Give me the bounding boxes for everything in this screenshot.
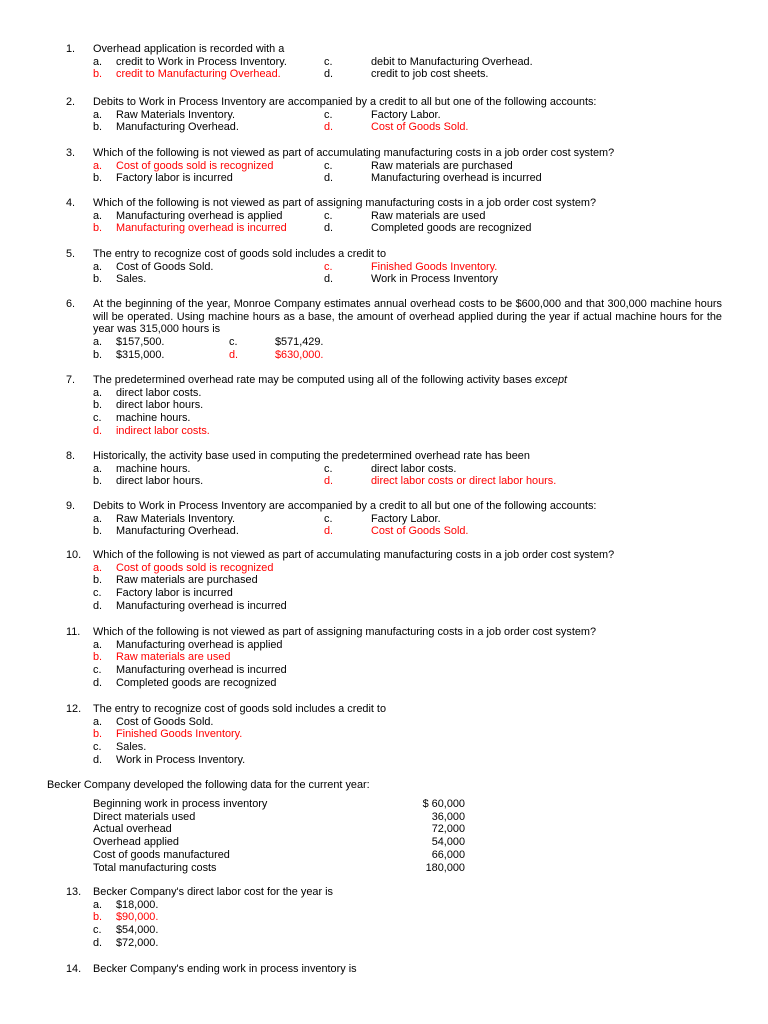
table-row: Cost of goods manufactured 66,000 — [93, 848, 465, 861]
becker-data-table — [93, 798, 465, 874]
question-7 — [66, 374, 722, 437]
question-number: 5. — [66, 248, 76, 260]
question-text: Debits to Work in Process Inventory are accompanied by a credit to all but one of the following accounts: — [93, 500, 597, 512]
question-text: The entry to recognize cost of goods sold includes a credit to — [93, 703, 386, 715]
table-row: Overhead applied 54,000 — [93, 836, 465, 849]
option-c: c. Sales. — [93, 741, 147, 754]
question-number: 6. — [66, 298, 76, 310]
question-number: 3. — [66, 147, 76, 159]
question-text: Which of the following is not viewed as part of assigning manufacturing costs in a job order cost system? — [93, 197, 597, 209]
question-text: Overhead application is recorded with a — [93, 43, 285, 55]
question-13 — [66, 886, 722, 949]
question-14 — [66, 963, 722, 976]
question-number: 8. — [66, 450, 76, 462]
option-b: b. Raw materials are purchased — [93, 574, 258, 587]
option-c: c. machine hours. — [93, 412, 191, 425]
question-text: Historically, the activity base used in computing the predetermined overhead rate has been — [93, 450, 530, 462]
option-d-answer: d. $630,000. — [229, 348, 324, 361]
option-a: a. Manufacturing overhead is applied — [93, 209, 283, 222]
question-number: 11. — [66, 626, 81, 638]
question-text: The entry to recognize cost of goods sold includes a credit to — [93, 248, 386, 260]
option-c: c. Manufacturing overhead is incurred — [93, 664, 287, 677]
question-2 — [66, 96, 722, 134]
question-number: 4. — [66, 197, 76, 209]
question-text: Becker Company's ending work in process inventory is — [93, 963, 357, 975]
option-c: c. debit to Manufacturing Overhead. — [324, 55, 533, 68]
option-d: d. Manufacturing overhead is incurred — [93, 599, 287, 612]
question-number: 14. — [66, 963, 82, 975]
question-number: 13. — [66, 886, 82, 898]
option-b-answer: b. Manufacturing overhead is incurred — [93, 222, 287, 235]
option-a-answer: a. Cost of goods sold is recognized — [93, 561, 274, 574]
table-row: Direct materials used 36,000 — [93, 810, 465, 823]
option-a: a. Raw Materials Inventory. — [93, 108, 236, 121]
question-number: 1. — [66, 43, 76, 55]
option-a: a. $18,000. — [93, 898, 159, 911]
question-emphasis: except — [534, 374, 568, 386]
option-c: c. Raw materials are purchased — [324, 159, 513, 172]
question-9 — [66, 500, 722, 538]
option-b: b. $315,000. — [93, 348, 165, 361]
option-d-answer: d. Cost of Goods Sold. — [324, 121, 469, 134]
option-d: d. Work in Process Inventory — [324, 273, 498, 286]
option-c: c. $571,429. — [229, 336, 324, 349]
question-8 — [66, 450, 722, 488]
option-b-answer: b. $90,000. — [93, 911, 159, 924]
option-a: a. $157,500. — [93, 336, 165, 349]
question-text: At the beginning of the year, Monroe Company estimates annual overhead costs to be $600,000 and that 300,000 machine hours will be operated. Using machine hours as a base, the amount of overhead applied during the year if actual machine hours for the year was 315,000 hours is — [93, 298, 722, 336]
question-text: Which of the following is not viewed as part of accumulating manufacturing costs in a job order cost system? — [93, 549, 615, 561]
table-row: Total manufacturing costs 180,000 — [93, 861, 465, 874]
question-text: The predetermined overhead rate may be computed using all of the following activity bases — [93, 374, 532, 386]
option-a: a. direct labor costs. — [93, 386, 202, 399]
question-10 — [66, 549, 722, 612]
option-c: c. Factory Labor. — [324, 512, 441, 525]
question-text: Which of the following is not viewed as part of assigning manufacturing costs in a job order cost system? — [93, 626, 597, 638]
question-number: 9. — [66, 500, 76, 512]
question-11 — [66, 626, 722, 689]
option-d-answer: d. Cost of Goods Sold. — [324, 525, 469, 538]
option-d: d. credit to job cost sheets. — [324, 68, 489, 81]
option-c-answer: c. Finished Goods Inventory. — [324, 260, 498, 273]
option-c: c. $54,000. — [93, 924, 159, 937]
option-b: b. direct labor hours. — [93, 399, 204, 412]
option-a: a. machine hours. — [93, 462, 191, 475]
option-b-answer: b. Finished Goods Inventory. — [93, 728, 243, 741]
becker-intro: Becker Company developed the following data for the current year: — [47, 779, 370, 791]
option-c: c. Factory Labor. — [324, 108, 441, 121]
option-a: a. Cost of Goods Sold. — [93, 260, 214, 273]
option-b-answer: b. credit to Manufacturing Overhead. — [93, 68, 281, 81]
option-d: d. Completed goods are recognized — [324, 222, 532, 235]
question-number: 12. — [66, 703, 82, 715]
table-row: Actual overhead 72,000 — [93, 823, 465, 836]
question-5 — [66, 248, 722, 286]
option-d: d. Manufacturing overhead is incurred — [324, 172, 542, 185]
option-d: d. $72,000. — [93, 936, 159, 949]
option-d-answer: d. direct labor costs or direct labor hours. — [324, 475, 557, 488]
option-b: b. Factory labor is incurred — [93, 172, 233, 185]
option-a: a. credit to Work in Process Inventory. — [93, 55, 287, 68]
table-row: Beginning work in process inventory $ 60,000 — [93, 798, 465, 810]
question-text: Debits to Work in Process Inventory are accompanied by a credit to all but one of the following accounts: — [93, 96, 597, 108]
question-text: Becker Company's direct labor cost for the year is — [93, 886, 333, 898]
option-a: a. Raw Materials Inventory. — [93, 512, 236, 525]
question-6 — [66, 298, 722, 361]
option-b: b. Sales. — [93, 273, 147, 286]
option-c: c. Raw materials are used — [324, 209, 486, 222]
question-3 — [66, 147, 722, 185]
question-number: 7. — [66, 374, 76, 386]
option-b: b. Manufacturing Overhead. — [93, 121, 239, 134]
question-12 — [66, 703, 722, 766]
option-d-answer: d. indirect labor costs. — [93, 424, 210, 437]
option-b: b. Manufacturing Overhead. — [93, 525, 239, 538]
question-number: 2. — [66, 96, 76, 108]
option-d: d. Work in Process Inventory. — [93, 753, 246, 766]
question-1 — [66, 43, 722, 81]
question-number: 10. — [66, 549, 82, 561]
option-d: d. Completed goods are recognized — [93, 676, 277, 689]
option-c: c. Factory labor is incurred — [93, 587, 233, 600]
option-c: c. direct labor costs. — [324, 462, 457, 475]
question-text: Which of the following is not viewed as part of accumulating manufacturing costs in a job order cost system? — [93, 147, 615, 159]
option-b: b. direct labor hours. — [93, 475, 204, 488]
option-a: a. Cost of Goods Sold. — [93, 715, 214, 728]
option-a-answer: a. Cost of goods sold is recognized — [93, 159, 274, 172]
option-a: a. Manufacturing overhead is applied — [93, 638, 283, 651]
question-4 — [66, 197, 722, 235]
option-b-answer: b. Raw materials are used — [93, 651, 231, 664]
